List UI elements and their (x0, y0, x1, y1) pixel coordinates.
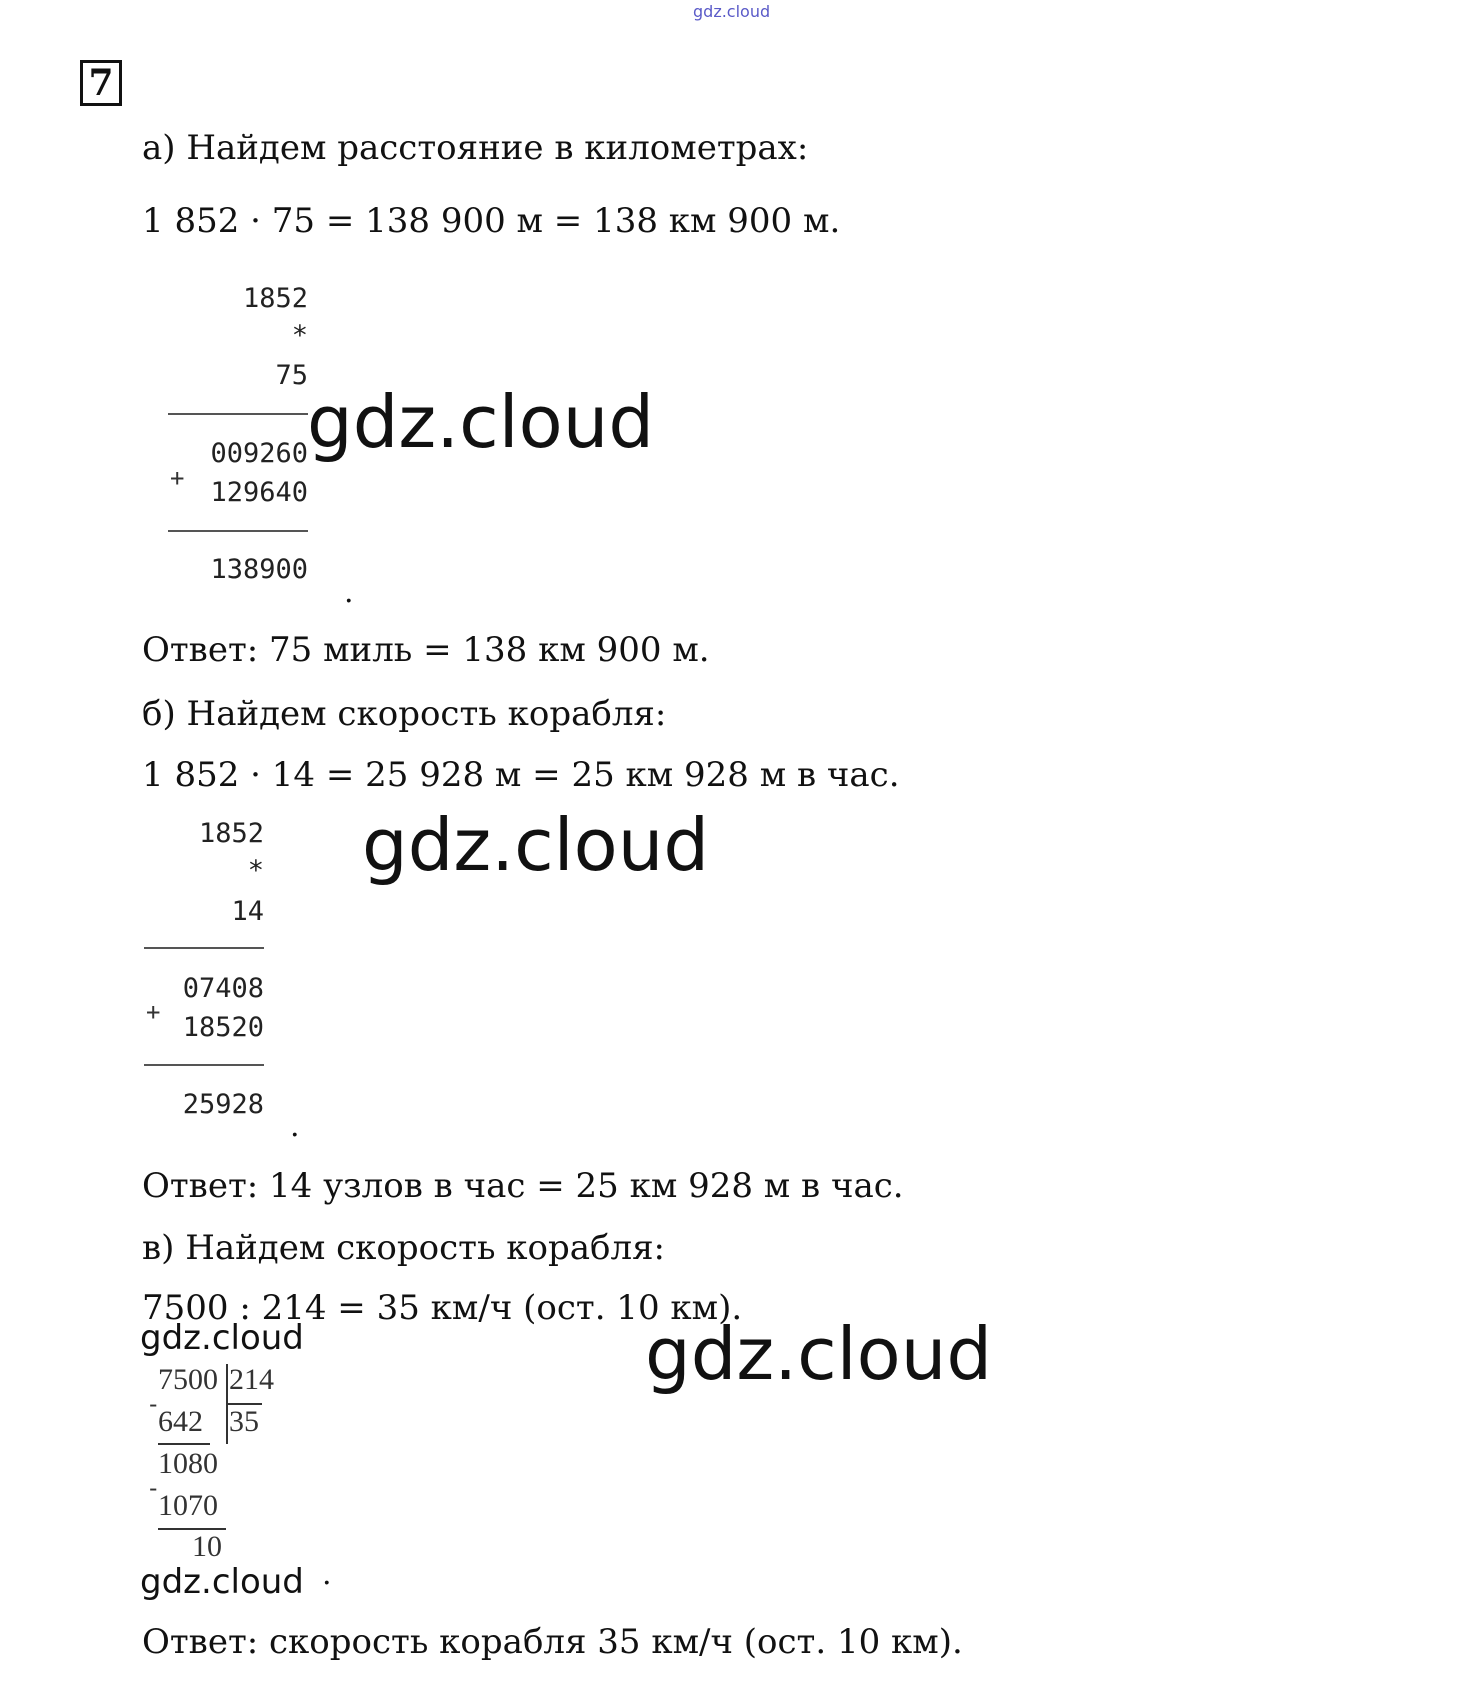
final-remainder: 10 (192, 1530, 222, 1563)
minus-sign: - (146, 1390, 161, 1418)
multiplicand: 1852 (198, 818, 264, 849)
partial-product-1: 009260 (210, 438, 308, 469)
watermark: gdz.cloud (645, 1312, 993, 1396)
partial-product-1: 07408 (182, 973, 264, 1004)
partial-product-2: 129640 (210, 477, 308, 508)
part-a-heading: а) Найдем расстояние в километрах: (142, 128, 809, 168)
multiply-operator: * (247, 855, 264, 886)
part-a-answer: Ответ: 75 миль = 138 км 900 м. (142, 630, 710, 670)
remainder-1: 1080 (158, 1447, 218, 1480)
divider-line (168, 413, 308, 415)
subtrahend-2: 1070 (158, 1489, 218, 1522)
part-b-heading: б) Найдем скорость корабля: (142, 694, 667, 734)
calc-dot: . (344, 575, 354, 610)
plus-sign: + (146, 998, 161, 1026)
multiply-operator: * (291, 320, 308, 351)
top-watermark: gdz.cloud (693, 2, 771, 21)
part-c-answer: Ответ: скорость корабля 35 км/ч (ост. 10 км). (142, 1622, 963, 1662)
multiplier: 14 (231, 896, 264, 927)
divider-line (144, 1064, 264, 1066)
quotient: 35 (229, 1405, 259, 1438)
part-c-heading: в) Найдем скорость корабля: (142, 1228, 665, 1268)
divider-line (158, 1443, 210, 1445)
multiplier: 75 (275, 360, 308, 391)
watermark: gdz.cloud (140, 1562, 304, 1602)
part-b-answer: Ответ: 14 узлов в час = 25 км 928 м в час. (142, 1166, 904, 1206)
part-b-equation: 1 852 · 14 = 25 928 м = 25 км 928 м в час. (142, 755, 900, 795)
multiplicand: 1852 (242, 283, 308, 314)
divisor: 214 (229, 1363, 274, 1396)
task-number: 7 (80, 60, 122, 106)
calc-dot: . (290, 1109, 300, 1144)
product-result: 138900 (210, 554, 308, 585)
partial-product-2: 18520 (182, 1012, 264, 1043)
part-a-equation: 1 852 · 75 = 138 900 м = 138 км 900 м. (142, 201, 841, 241)
calc-dot: . (322, 1557, 332, 1592)
watermark: gdz.cloud (307, 380, 655, 464)
subtrahend-1: 642 (158, 1405, 203, 1438)
plus-sign: + (170, 464, 185, 492)
minus-sign: - (146, 1474, 161, 1502)
part-c-equation: 7500 : 214 = 35 км/ч (ост. 10 км). (142, 1288, 743, 1328)
watermark: gdz.cloud (362, 803, 710, 887)
watermark: gdz.cloud (140, 1318, 304, 1358)
dividend: 7500 (158, 1363, 218, 1396)
divider-line (168, 530, 308, 532)
divider-line (144, 947, 264, 949)
product-result: 25928 (182, 1089, 264, 1120)
